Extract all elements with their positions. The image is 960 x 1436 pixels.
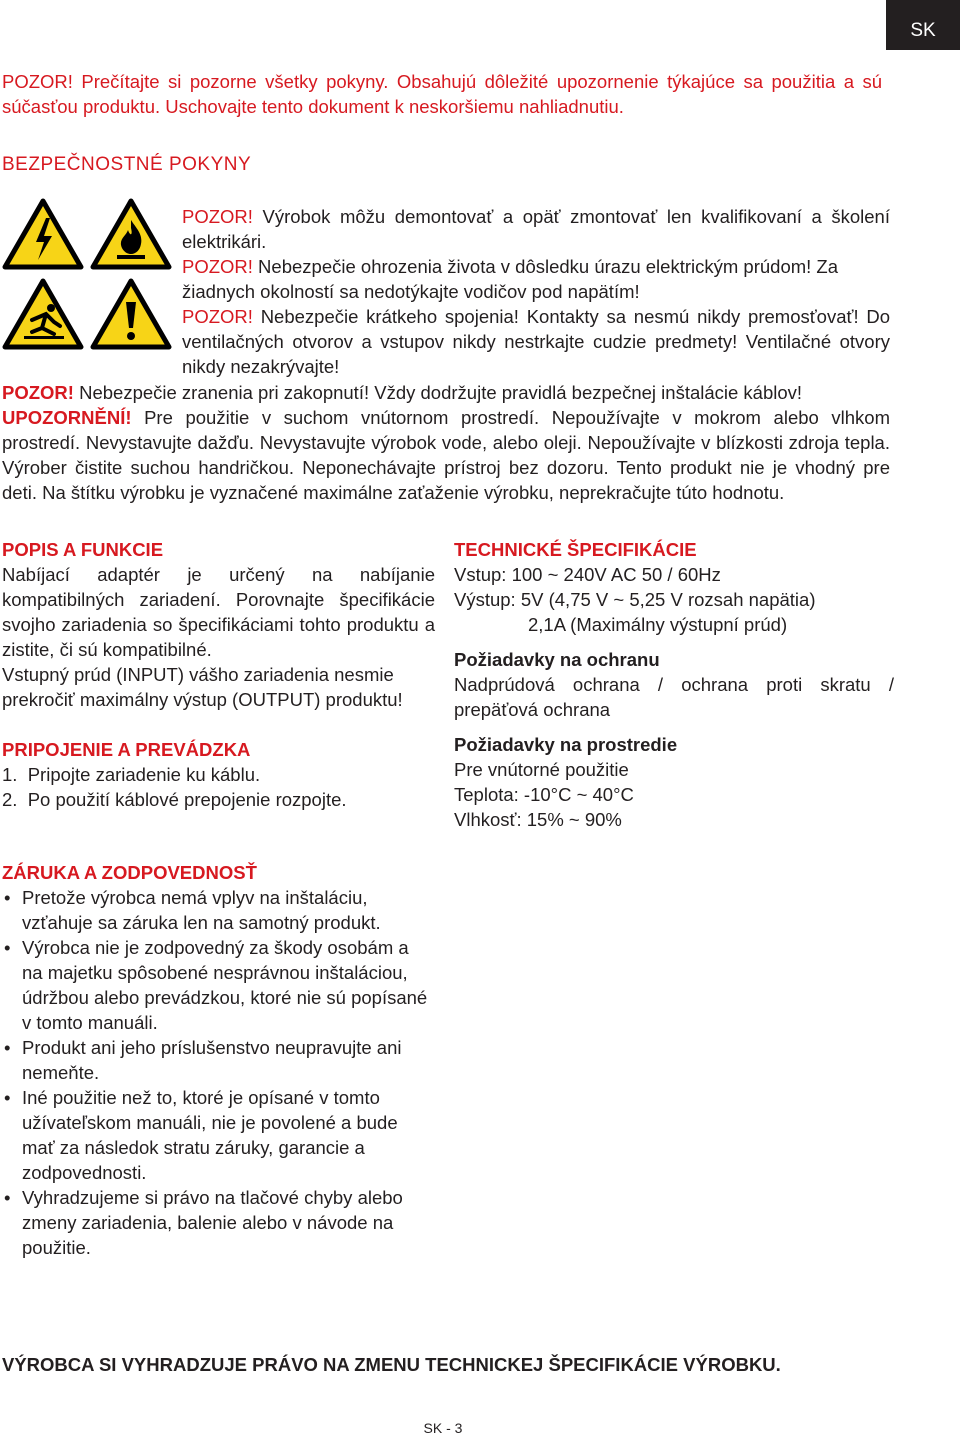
- description-title: POPIS A FUNKCIE: [2, 539, 164, 560]
- warning-item: [182, 204, 890, 254]
- footer-note: VÝROBCA SI VYHRADZUJE PRÁVO NA ZMENU TECHNICKEJ ŠPECIFIKÁCIE VÝROBKU.: [2, 1354, 781, 1375]
- specs-title: TECHNICKÉ ŠPECIFIKÁCIE: [454, 539, 697, 560]
- bullet: •: [4, 887, 11, 908]
- list-item: 1. Pripojte zariadenie ku káblu.: [2, 764, 261, 785]
- warranty-list: [2, 885, 432, 1260]
- environment-humidity: Vlhkosť: 15% ~ 90%: [454, 809, 622, 830]
- list-item-text: Produkt ani jeho príslušenstvo neupravujte ani nemeňte.: [22, 1037, 402, 1083]
- warning-label: POZOR!: [182, 256, 253, 277]
- upozorneni-text: Pre použitie v suchom vnútornom prostredí. Nepoužívajte v mokrom alebo vlhkom prostredí. Nevystavujte dažďu. Nevystavujte výrobok vode, alebo oleji. Nepoužívajte v blízkosti zdroja tepla. Výrober čistite suchou handričkou. Neponechávajte prístroj bez dozoru. Tento produkt nie je vhodný pre deti. Na štítku výrobku je vyznačené maximálne zaťaženie výrobku, neprekračujte túto hodnotu.: [2, 407, 890, 503]
- list-item: [2, 885, 432, 935]
- intro-text: Prečítajte si pozorne všetky pokyny. Obsahujú dôležité upozornenie týkajúce sa použitia a sú súčasťou produktu. Uschovajte tento dokument k neskoršiemu nahliadnutiu.: [2, 71, 882, 117]
- description-paragraph: Nabíjací adaptér je určený na nabíjanie kompatibilných zariadení. Porovnajte špecifikácie svojho zariadenia so špecifikáciami tohto produktu a zistite, či sú kompatibilné.: [2, 564, 435, 660]
- trip-hazard-warning-icon: [2, 278, 84, 350]
- spec-input: Vstup: 100 ~ 240V AC 50 / 60Hz: [454, 564, 721, 585]
- upozorneni-label: UPOZORNĚNÍ!: [2, 407, 132, 428]
- protection-text: Nadprúdová ochrana / ochrana proti skratu / prepäťová ochrana: [454, 674, 894, 720]
- flammable-warning-icon: [90, 198, 172, 270]
- warning-text: Výrobok môžu demontovať a opäť zmontovať len kvalifikovaní a školení elektrikári.: [182, 206, 890, 252]
- bullet: •: [4, 937, 11, 958]
- warranty-title: ZÁRUKA A ZODPOVEDNOSŤ: [2, 862, 257, 883]
- bullet: •: [4, 1187, 11, 1208]
- warning-list: [182, 204, 890, 379]
- spec-output-current: 2,1A (Maximálny výstupní prúd): [528, 614, 788, 635]
- list-item: 2. Po použití káblové prepojenie rozpojte.: [2, 789, 347, 810]
- connection-steps: [2, 762, 435, 812]
- list-item: [2, 1035, 432, 1085]
- general-warnings: [2, 380, 890, 505]
- warning-label: POZOR!: [182, 306, 253, 327]
- warranty-section: [2, 860, 432, 1260]
- general-pozor-text: Nebezpečie zranenia pri zakopnutí! Vždy dodržujte pravidlá bezpečnej inštalácie káblov!: [73, 382, 803, 403]
- environment-title: Požiadavky na prostredie: [454, 734, 678, 755]
- list-item-text: Výrobca nie je zodpovedný za škody osobám a na majetku spôsobené nesprávnou inštaláciou, údržbou alebo prevádzkou, ktoré nie sú popísané v tomto manuáli.: [22, 937, 428, 1033]
- trip-warning: [2, 380, 890, 405]
- warning-text: Nebezpečie krátkeho spojenia! Kontakty sa nesmú nikdy premosťovať! Do ventilačných otvorov a vstupov nikdy nestrkajte cudzie predmety! Ventilačné otvory nikdy nezakrývajte!: [182, 306, 890, 377]
- general-warning-icon: [90, 278, 172, 350]
- environment-temperature: Teplota: -10°C ~ 40°C: [454, 784, 634, 805]
- usage-notice: [2, 405, 890, 505]
- warning-label: POZOR!: [182, 206, 253, 227]
- language-tab: SK: [886, 0, 960, 50]
- warning-item: [182, 304, 890, 379]
- warning-text: Nebezpečie ohrozenia života v dôsledku úrazu elektrickým prúdom! Za žiadnych okolností sa nedotýkajte vodičov pod napätím!: [182, 256, 839, 302]
- bullet: •: [4, 1037, 11, 1058]
- safety-title: BEZPEČNOSTNÉ POKYNY: [2, 154, 252, 175]
- list-item-text: Pretože výrobca nemá vplyv na inštaláciu, vzťahuje sa záruka len na samotný produkt.: [22, 887, 381, 933]
- list-item: [2, 935, 432, 1035]
- high-voltage-warning-icon: [2, 198, 84, 270]
- list-item-text: Iné použitie než to, ktoré je opísané v tomto užívateľskom manuáli, nie je povolené a bude mať za následok stratu záruky, garancie a zodpovednosti.: [22, 1087, 398, 1183]
- list-item-text: Vyhradzujeme si právo na tlačové chyby alebo zmeny zariadenia, balenie alebo v návode na použitie.: [22, 1187, 403, 1258]
- general-pozor-label: POZOR!: [2, 382, 74, 403]
- list-item: [2, 1085, 432, 1185]
- protection-title: Požiadavky na ochranu: [454, 649, 660, 670]
- intro-pozor-label: POZOR!: [2, 71, 73, 92]
- page-number: SK - 3: [423, 1420, 463, 1436]
- warning-item: [182, 254, 890, 304]
- intro-paragraph: [2, 69, 882, 119]
- bullet: •: [4, 1087, 11, 1108]
- connection-title: PRIPOJENIE A PREVÁDZKA: [2, 739, 251, 760]
- environment-use: Pre vnútorné použitie: [454, 759, 629, 780]
- description-paragraph: Vstupný prúd (INPUT) vášho zariadenia nesmie prekročiť maximálny výstup (OUTPUT) produktu!: [2, 664, 403, 710]
- list-item: [2, 1185, 432, 1260]
- left-column: [2, 537, 435, 812]
- right-column: [454, 537, 894, 832]
- spec-output: Výstup: 5V (4,75 V ~ 5,25 V rozsah napätia): [454, 589, 816, 610]
